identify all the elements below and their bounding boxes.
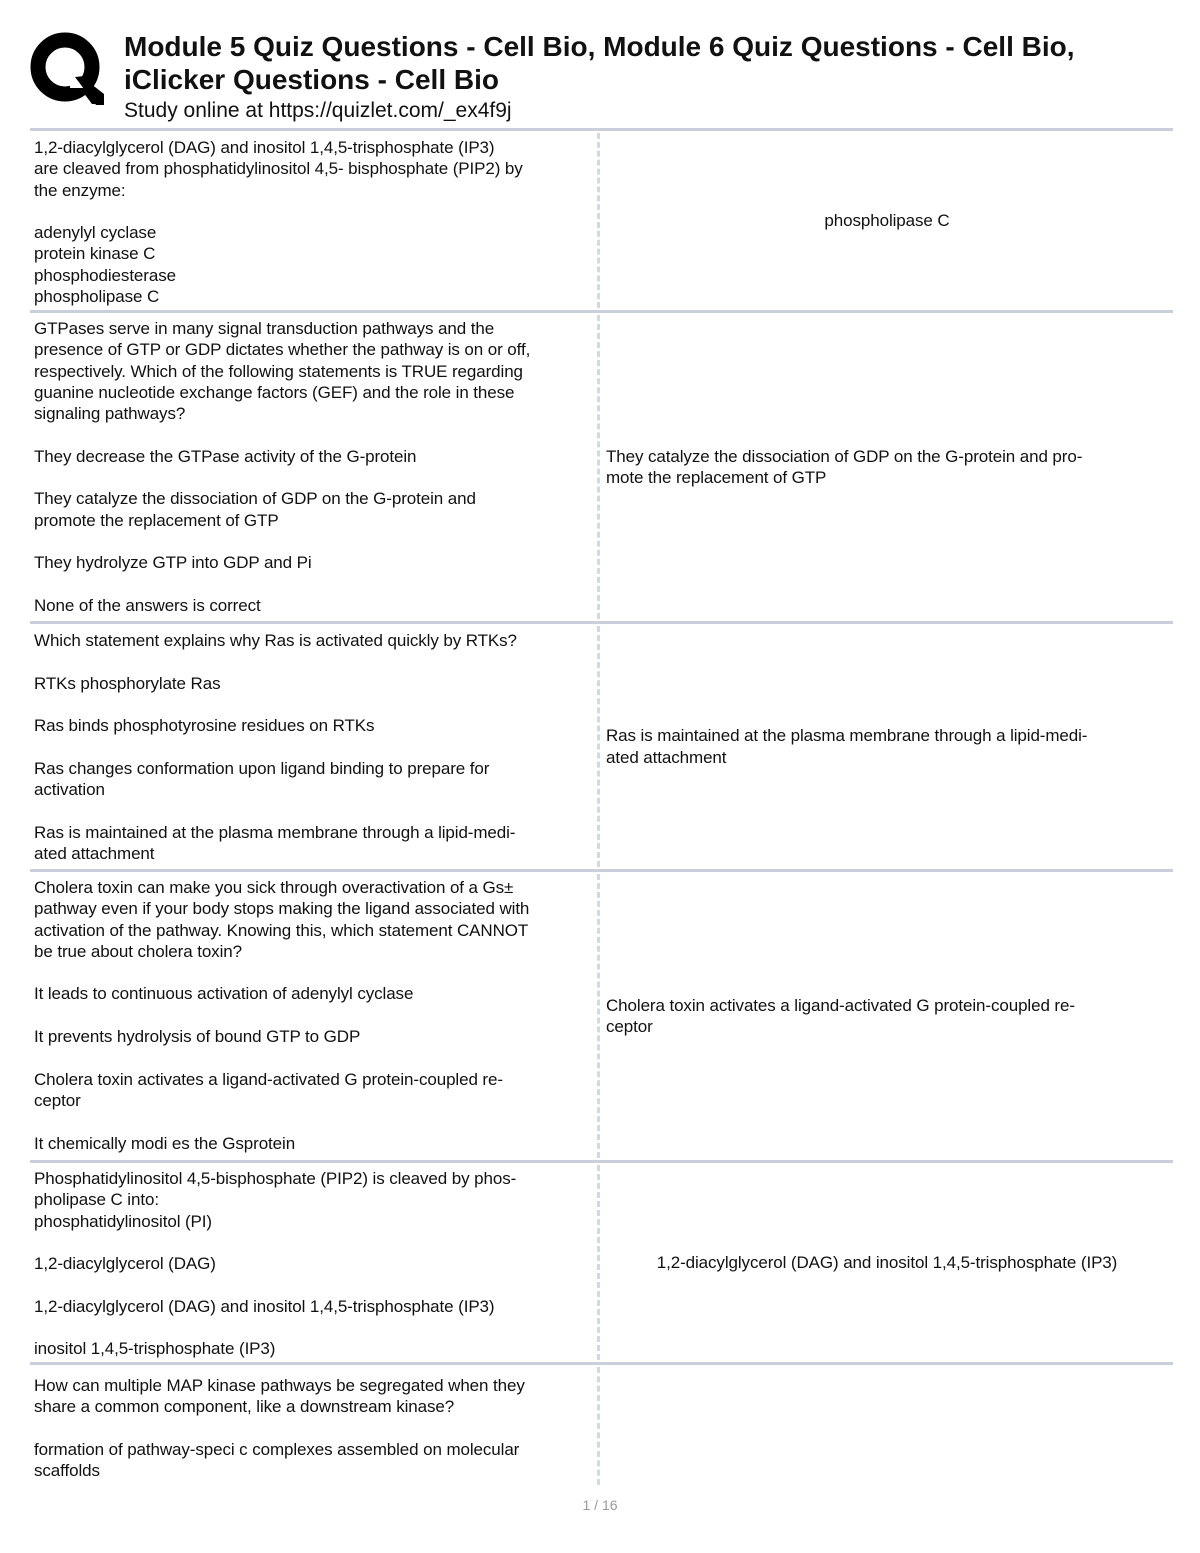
- card-answer-text: 1,2-diacylglycerol (DAG) and inositol 1,4,5-trisphosphate (IP3): [656, 1252, 1118, 1272]
- title-line-2: iClicker Questions - Cell Bio: [124, 64, 499, 95]
- page-indicator: 1 / 16: [582, 1497, 618, 1513]
- page-header: [30, 28, 1195, 128]
- card-answer: [606, 315, 1168, 619]
- row-separator: [30, 1160, 1173, 1163]
- page-title: [124, 30, 1075, 96]
- card-answer-text: They catalyze the dissociation of GDP on the G-protein and pro- mote the replacement of GTP: [606, 446, 1083, 487]
- card-question: Phosphatidylinositol 4,5-bisphosphate (PIP2) is cleaved by phos- pholipase C into: phosphatidylinositol (PI) 1,2-diacylglycerol (DAG) 1,2-diacylglycerol (DAG) and inositol 1,4,5-trisphosphate (IP3) inositol 1,4,5-trisphosphate (IP3): [34, 1169, 517, 1359]
- card-answer: [606, 1367, 1168, 1485]
- card-answer: [606, 626, 1168, 867]
- row-separator: [30, 869, 1173, 872]
- row-separator: [30, 1362, 1173, 1365]
- quizlet-q-logo-icon: [30, 32, 104, 106]
- row-separator: [30, 310, 1173, 313]
- card-answer-text: phospholipase C: [824, 210, 950, 230]
- card-question: GTPases serve in many signal transduction pathways and the presence of GTP or GDP dictates whether the pathway is on or off, respectively. Which of the following statements is TRUE regarding guanine nucleotide exchange factors (GEF) and the role in these signaling pathways? They decrease the GTPase activity of the G-protein They catalyze the dissociation of GDP on the G-protein and promote the replacement of GTP They hydrolyze GTP into GDP and Pi None of the answers is correct: [34, 319, 531, 615]
- card-question: How can multiple MAP kinase pathways be segregated when they share a common component, like a downstream kinase? formation of pathway-speci c complexes assembled on molecular scaffolds: [34, 1376, 525, 1481]
- card-answer-text: Ras is maintained at the plasma membrane through a lipid-medi- ated attachment: [606, 726, 1088, 767]
- card-question: Which statement explains why Ras is activated quickly by RTKs? RTKs phosphorylate Ras Ras binds phosphotyrosine residues on RTKs Ras changes conformation upon ligand binding to prepare for activation Ras is maintained at the plasma membrane through a lipid-medi- ated attachment: [34, 631, 517, 863]
- card-answer: [606, 874, 1168, 1158]
- card-answer: [606, 133, 1168, 308]
- row-separator: [30, 621, 1173, 624]
- card-question: 1,2-diacylglycerol (DAG) and inositol 1,4,5-trisphosphate (IP3) are cleaved from phosphatidylinositol 4,5- bisphosphate (PIP2) by the enzyme: adenylyl cyclase protein kinase C phosphodiesterase phospholipase C: [34, 138, 523, 307]
- card-answer-text: Cholera toxin activates a ligand-activated G protein-coupled re- ceptor: [606, 995, 1075, 1036]
- card-question: Cholera toxin can make you sick through overactivation of a Gs± pathway even if your body stops making the ligand associated with activation of the pathway. Knowing this, which statement CANNOT be true about cholera toxin? It leads to continuous activation of adenylyl cyclase It prevents hydrolysis of bound GTP to GDP Cholera toxin activates a ligand-activated G protein-coupled re- ceptor It chemically modi es the Gsprotein: [34, 878, 530, 1153]
- card-answer: [606, 1165, 1168, 1360]
- study-online-link[interactable]: Study online at https://quizlet.com/_ex4f9j: [124, 99, 512, 122]
- title-line-1: Module 5 Quiz Questions - Cell Bio, Module 6 Quiz Questions - Cell Bio,: [124, 31, 1075, 62]
- row-separator: [30, 128, 1173, 131]
